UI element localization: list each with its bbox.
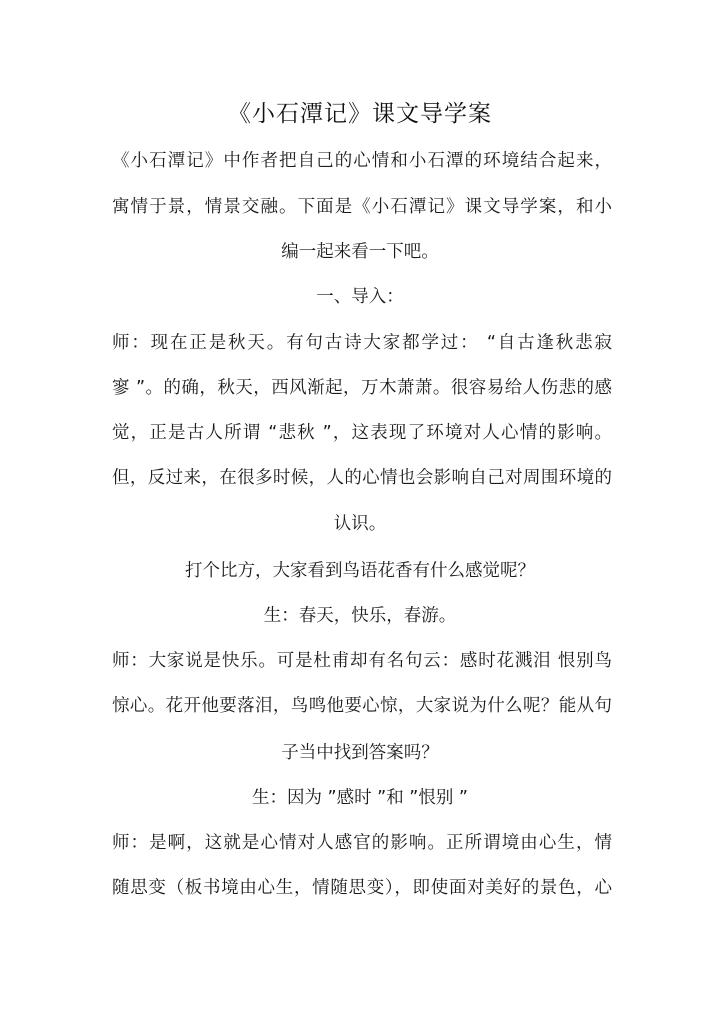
paragraph-line-10: 打个比方，大家看到鸟语花香有什么感觉呢？	[185, 561, 535, 581]
paragraph-line-13: 惊心。花开他要落泪，鸟鸣他要心惊，大家说为什么呢？能从句	[112, 696, 612, 716]
paragraph-line-15: 生：因为 ”感时 ”和 ”恨别 ”	[251, 788, 468, 808]
paragraph-line-5: 师：现在正是秋天。有句古诗大家都学过： “自古逢秋悲寂	[112, 333, 612, 353]
paragraph-line-7: 觉，正是古人所谓 “悲秋 ”，这表现了环境对人心情的影响。	[112, 423, 612, 443]
paragraph-line-6: 寥 ”。的确，秋天，西风渐起，万木萧萧。很容易给人伤悲的感	[112, 378, 612, 398]
paragraph-line-14: 子当中找到答案吗？	[281, 743, 439, 763]
paragraph-line-11: 生：春天，快乐，春游。	[263, 606, 457, 626]
section-heading-intro: 一、导入：	[316, 287, 404, 307]
paragraph-line-3: 编一起来看一下吧。	[281, 242, 439, 262]
paragraph-line-9: 认识。	[333, 514, 387, 534]
paragraph-line-12: 师：大家说是快乐。可是杜甫却有名句云：感时花溅泪 恨别鸟	[112, 651, 612, 671]
document-title: 《小石潭记》课文导学案	[228, 101, 492, 127]
paragraph-line-8: 但，反过来，在很多时候，人的心情也会影响自己对周围环境的	[112, 468, 612, 488]
paragraph-line-2: 寓情于景，情景交融。下面是《小石潭记》课文导学案，和小	[112, 197, 612, 217]
paragraph-line-1: 《小石潭记》中作者把自己的心情和小石潭的环境结合起来，	[112, 151, 612, 171]
paragraph-line-16: 师：是啊，这就是心情对人感官的影响。正所谓境由心生，情	[112, 833, 612, 853]
paragraph-line-17: 随思变（板书境由心生，情随思变），即使面对美好的景色，心	[112, 878, 612, 898]
